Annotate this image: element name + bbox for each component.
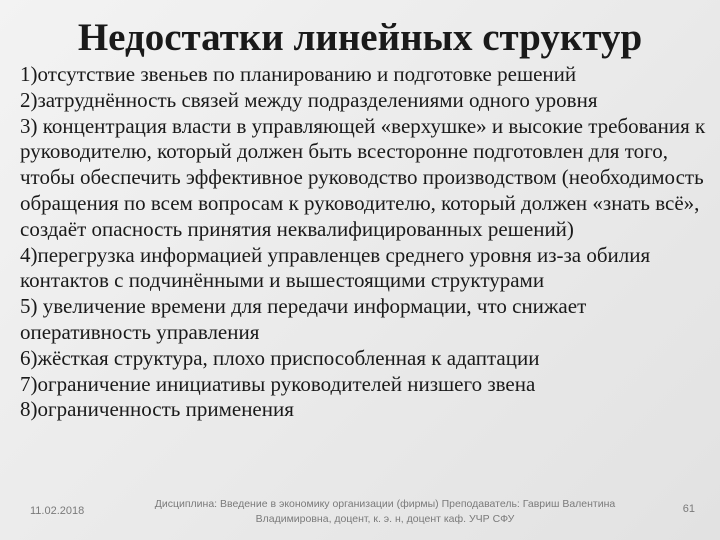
footer-course-info: Дисциплина: Введение в экономику организации (фирмы) Преподаватель: Гавриш Валентина Владимировна, доцент, к. э. н, доцент каф. УЧР СФУ (154, 498, 616, 525)
list-item: 3) концентрация власти в управляющей «верхушке» и высокие требования к руководителю, который должен быть всесторонне подготовлен для того, чтобы обеспечить эффективное руководство производством (необходимость обращения по всем вопросам к руководителю, который должен «знать всё», создаёт опасность принятия неквалифицированных решений) (20, 113, 706, 241)
slide-title: Недостатки линейных структур (77, 16, 643, 59)
list-item: 6)жёсткая структура, плохо приспособленная к адаптации (20, 345, 540, 370)
footer-date: 11.02.2018 (30, 505, 85, 517)
list-item: 5) увеличение времени для передачи информации, что снижает оперативность управления (20, 294, 587, 344)
list-item: 1)отсутствие звеньев по планированию и подготовке решений (20, 62, 577, 86)
list-item: 4)перегрузка информацией управленцев среднего уровня из-за обилия контактов с подчинёнными и вышестоящими структурами (20, 242, 651, 293)
list-item: 7)ограничение инициативы руководителей низшего звена (20, 371, 536, 396)
drawbacks-list (20, 62, 710, 423)
list-item: 2)затруднённость связей между подразделениями одного уровня (20, 87, 598, 112)
list-item: 8)ограниченность применения (20, 397, 294, 422)
page-number: 61 (682, 503, 695, 515)
